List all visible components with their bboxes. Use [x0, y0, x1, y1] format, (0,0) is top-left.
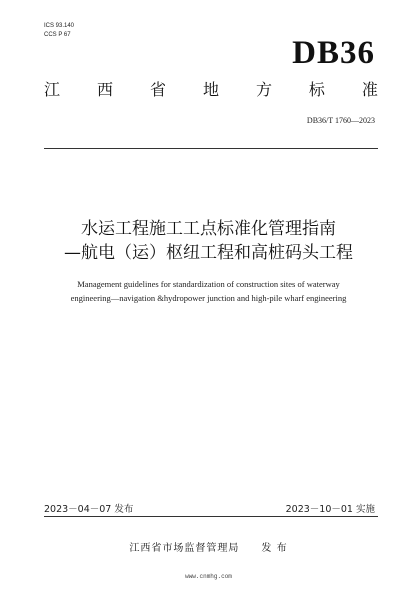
classification-codes — [44, 22, 74, 40]
bottom-divider — [44, 516, 378, 517]
top-divider — [44, 148, 378, 149]
ics-code: ICS 93.140 — [44, 23, 75, 29]
standard-number: DB36/T 1760—2023 — [306, 116, 375, 125]
issuer-line — [0, 539, 417, 554]
website-watermark: www.cnmhg.com — [185, 573, 232, 580]
title-en-line1: Management guidelines for standardization of construction sites of waterway — [77, 279, 340, 289]
title-cn-line2: —航电（运）枢纽工程和高桩码头工程 — [64, 243, 353, 263]
ccs-code: CCS P 67 — [44, 32, 71, 38]
title-cn-line1: 水运工程施工工点标准化管理指南 — [81, 219, 336, 239]
issuer-name: 江西省市场监督管理局 — [129, 543, 240, 554]
title-en-line2: engineering—navigation &hydropower junction and high-pile wharf engineering — [70, 293, 347, 303]
issue-date: 2023－04－07 发布 — [44, 504, 134, 515]
category-char: 准 — [361, 80, 378, 99]
category-char: 江 — [44, 80, 61, 99]
category-char: 西 — [96, 80, 113, 99]
category-char: 标 — [308, 80, 325, 99]
category-char: 地 — [202, 80, 219, 99]
implement-date: 2023－10－01 实施 — [285, 504, 375, 515]
category-char: 省 — [149, 80, 166, 99]
issue-word: 发 布 — [261, 543, 288, 554]
category-char: 方 — [255, 80, 272, 99]
standard-category — [44, 80, 378, 100]
standard-code-logo: DB36 — [292, 35, 375, 71]
